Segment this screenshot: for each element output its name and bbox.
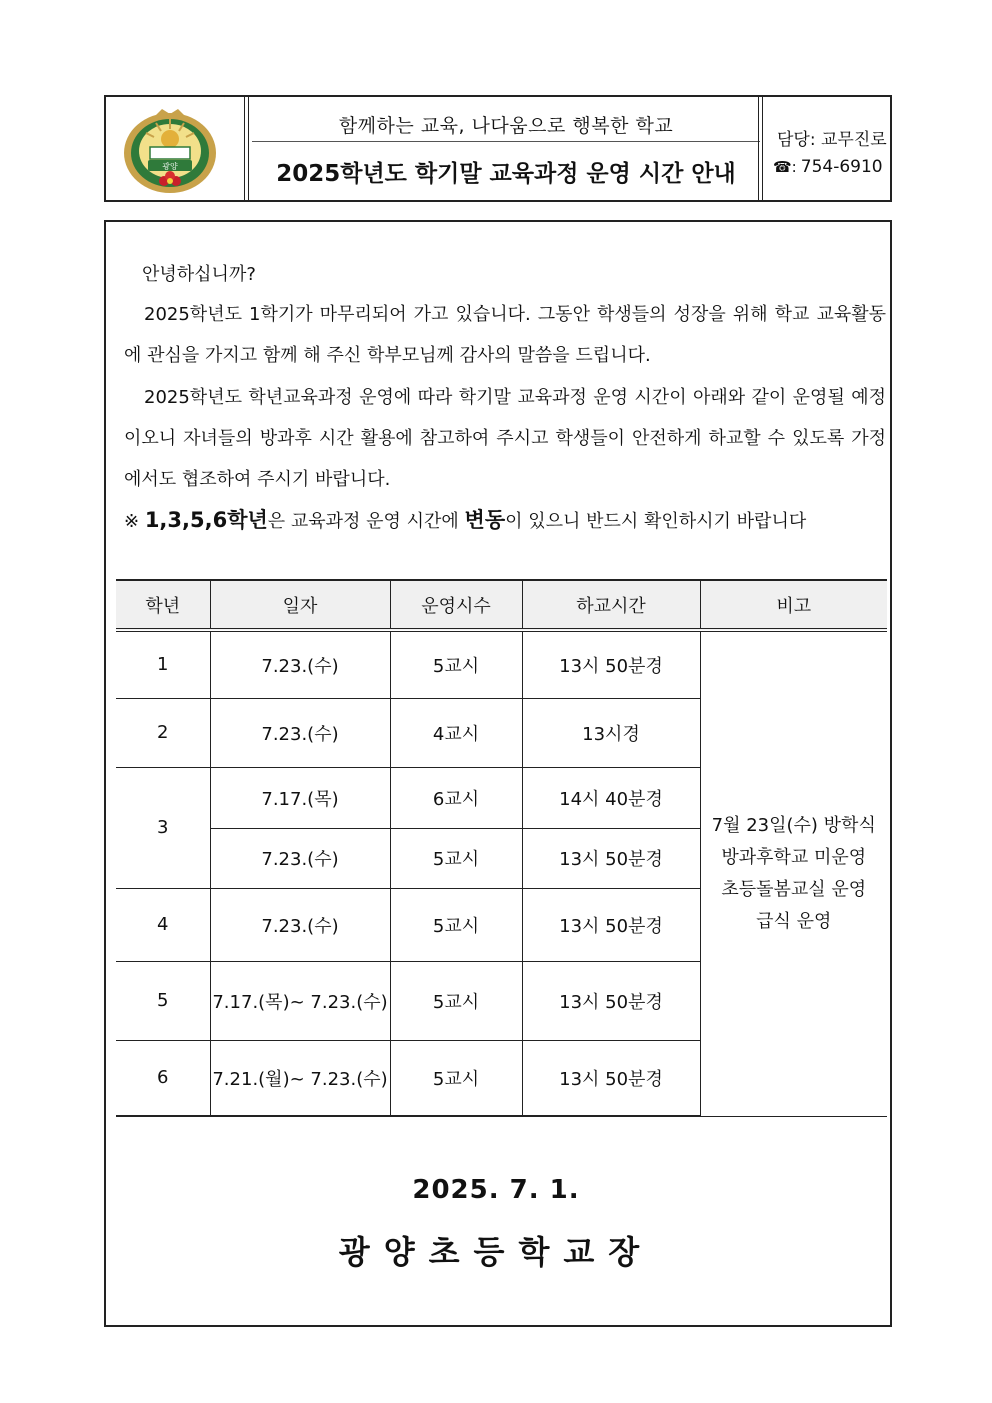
cell-grade: 1 (116, 630, 210, 698)
cell-date: 7.23.(수) (210, 828, 390, 888)
telephone-icon: ☎: (773, 158, 797, 176)
cell-grade: 6 (116, 1040, 210, 1116)
cell-periods: 5교시 (390, 961, 522, 1040)
cell-date: 7.21.(월)~ 7.23.(수) (210, 1040, 390, 1116)
notice-mark: ※ (124, 511, 145, 532)
cell-dismissal: 13시 50분경 (522, 828, 700, 888)
cell-dismissal: 13시경 (522, 698, 700, 767)
document-title: 2025학년도 학기말 교육과정 운영 시간 안내 (276, 161, 736, 187)
cell-grade: 2 (116, 698, 210, 767)
cell-date: 7.23.(수) (210, 630, 390, 698)
cell-periods: 4교시 (390, 698, 522, 767)
contact-person: 담당: 교무진로 (777, 130, 887, 150)
note-line: 급식 운영 (756, 910, 832, 932)
cell-periods: 5교시 (390, 1040, 522, 1116)
cell-note (700, 630, 887, 1116)
title-divider (252, 141, 760, 142)
principal-signature: 광양초등학교장 (338, 1233, 654, 1271)
schedule-table (116, 579, 887, 1117)
cell-periods: 6교시 (390, 767, 522, 828)
cell-dismissal: 13시 50분경 (522, 888, 700, 961)
header-grade: 학년 (116, 580, 210, 630)
cell-dismissal: 14시 40분경 (522, 767, 700, 828)
logo-text: 광양 (162, 162, 178, 171)
paragraph-schedule-info: 2025학년도 학년교육과정 운영에 따라 학기말 교육과정 운영 시간이 아래와 같이 운영될 예정이오니 자녀들의 방과후 시간 활용에 참고하여 주시고 학생들이 안전하게 하교할 수 있도록 가정에서도 협조하여 주시기 바랍니다. (124, 387, 886, 490)
school-slogan: 함께하는 교육, 나다움으로 행복한 학교 (338, 115, 674, 137)
cell-date: 7.23.(수) (210, 698, 390, 767)
logo-cell (106, 97, 249, 200)
cell-date: 7.23.(수) (210, 888, 390, 961)
notice-grades: 1,3,5,6학년 (144, 508, 268, 532)
contact-cell (758, 97, 891, 200)
phone-number: 754-6910 (800, 157, 883, 177)
cell-grade: 4 (116, 888, 210, 961)
document-header (104, 95, 892, 202)
greeting: 안녕하십니까? (142, 264, 256, 285)
school-emblem-logo (120, 105, 220, 195)
notice-change: 변동 (464, 508, 506, 532)
cell-dismissal: 13시 50분경 (522, 961, 700, 1040)
cell-periods: 5교시 (390, 888, 522, 961)
header-dismissal: 하교시간 (522, 580, 700, 630)
cell-grade: 5 (116, 961, 210, 1040)
contact-phone (773, 157, 883, 177)
notice-middle: 은 교육과정 운영 시간에 (267, 511, 465, 532)
title-cell (252, 97, 760, 200)
paragraph-thanks: 2025학년도 1학기가 마무리되어 가고 있습니다. 그동안 학생들의 성장을 위해 학교 교육활동에 관심을 가지고 함께 해 주신 학부모님께 감사의 말씀을 드립니다. (124, 304, 886, 366)
notice-line (124, 504, 806, 534)
note-line: 7월 23일(수) 방학식 (711, 814, 876, 836)
issue-date: 2025. 7. 1. (412, 1175, 580, 1205)
note-line: 초등돌봄교실 운영 (721, 878, 867, 900)
table-row (116, 630, 887, 698)
header-note: 비고 (700, 580, 887, 630)
cell-periods: 5교시 (390, 828, 522, 888)
header-periods: 운영시수 (390, 580, 522, 630)
cell-periods: 5교시 (390, 630, 522, 698)
note-line: 방과후학교 미운영 (721, 846, 867, 868)
notice-end: 이 있으니 반드시 확인하시기 바랍니다 (505, 511, 807, 532)
table-header-row (116, 580, 887, 630)
cell-date: 7.17.(목) (210, 767, 390, 828)
cell-date: 7.17.(목)~ 7.23.(수) (210, 961, 390, 1040)
cell-grade: 3 (116, 767, 210, 888)
cell-dismissal: 13시 50분경 (522, 1040, 700, 1116)
cell-dismissal: 13시 50분경 (522, 630, 700, 698)
header-date: 일자 (210, 580, 390, 630)
